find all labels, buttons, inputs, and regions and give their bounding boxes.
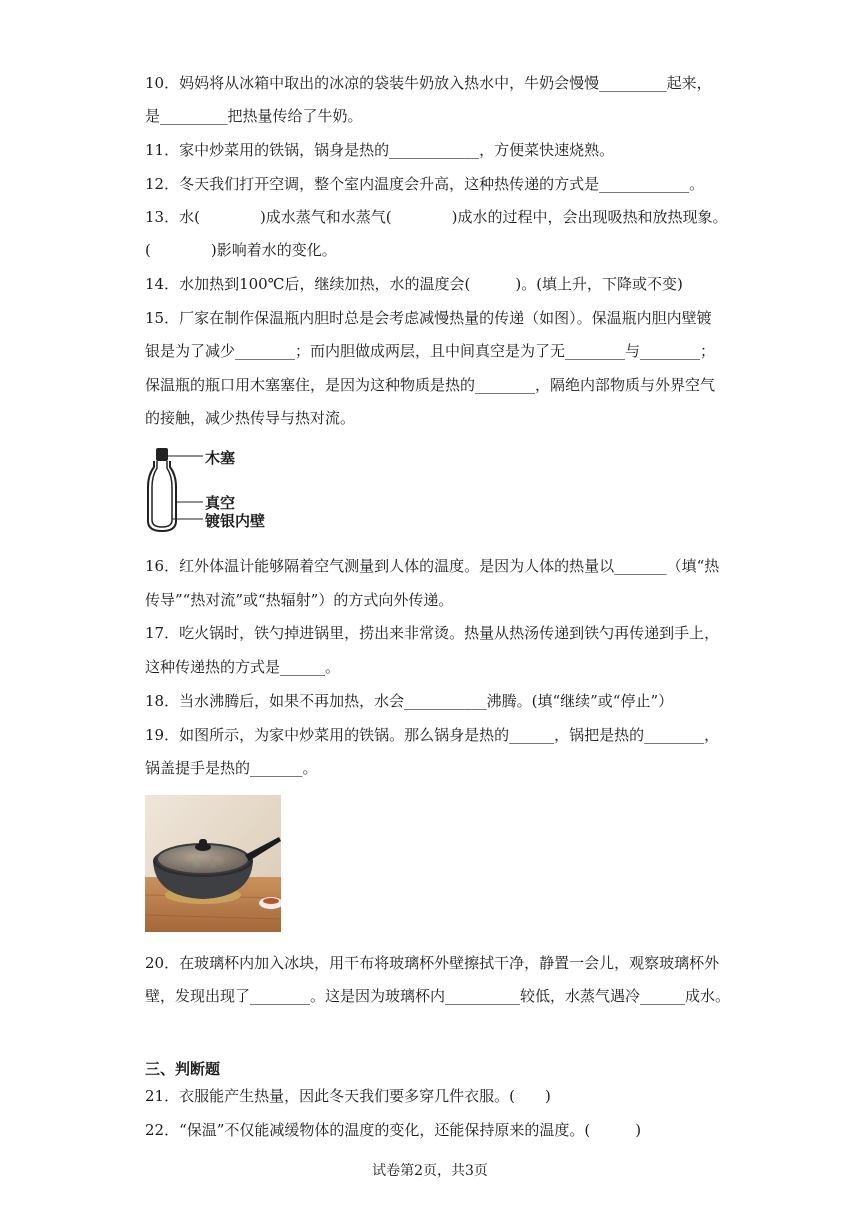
question-16-line1: 16．红外体温计能够隔着空气测量到人体的温度。是因为人体的热量以_______（填“热 [145, 557, 720, 575]
question-16-line2: 传导”“热对流”或“热辐射”）的方式向外传递。 [145, 591, 454, 609]
question-18: 18．当水沸腾后，如果不再加热，水会___________沸腾。(填“继续”或“停止”） [145, 692, 674, 710]
question-13-line2: ( )影响着水的变化。 [145, 241, 337, 259]
question-10-line1: 10．妈妈将从冰箱中取出的冰凉的袋装牛奶放入热水中，牛奶会慢慢_________起来， [145, 74, 712, 92]
question-11: 11．家中炒菜用的铁锅，锅身是热的____________，方便菜快速烧熟。 [145, 141, 615, 159]
question-14: 14．水加热到100℃后，继续加热，水的温度会( )。(填上升，下降或不变) [145, 275, 683, 293]
thermos-diagram [145, 445, 285, 540]
question-15-line2: 银是为了减少________；而内胆做成两层，且中间真空是为了无________与________； [145, 342, 716, 360]
question-15-line4: 的接触，减少热传导与热对流。 [145, 409, 356, 427]
wok-illustration [145, 795, 281, 932]
question-20-line2: 壁，发现出现了________。这是因为玻璃杯内__________较低，水蒸气遇冷______成水。 [145, 987, 731, 1005]
question-20-line1: 20．在玻璃杯内加入冰块，用干布将玻璃杯外壁擦拭干净，静置一会儿，观察玻璃杯外 [145, 954, 720, 972]
question-22: 22．“保温”不仅能减缓物体的温度的变化，还能保持原来的温度。( ) [145, 1121, 642, 1139]
page-footer: 试卷第2页，共3页 [372, 1163, 488, 1179]
section-heading-judgment: 三、判断题 [145, 1060, 221, 1078]
question-19-line1: 19．如图所示，为家中炒菜用的铁锅。那么锅身是热的______，锅把是热的________， [145, 726, 720, 744]
question-17-line2: 这种传递热的方式是______。 [145, 658, 341, 676]
cork-shape [156, 448, 168, 461]
question-13-line1: 13．水( )成水蒸气和水蒸气( )成水的过程中，会出现吸热和放热现象。 [145, 208, 728, 226]
inner-wall-shape [152, 461, 172, 527]
label-vacuum: 真空 [205, 494, 236, 512]
question-10-line2: 是_________把热量传给了牛奶。 [145, 107, 363, 125]
question-15-line3: 保温瓶的瓶口用木塞塞住，是因为这种物质是热的________，隔绝内部物质与外界空气 [145, 376, 716, 394]
wok-photo [145, 795, 281, 932]
question-15-line1: 15．厂家在制作保温瓶内胆时总是会考虑减慢热量的传递（如图）。保温瓶内胆内壁镀 [145, 309, 712, 327]
question-17-line1: 17．吃火锅时，铁勺掉进锅里，捞出来非常烫。热量从热汤传递到铁勺再传递到手上， [145, 624, 720, 642]
question-12: 12．冬天我们打开空调，整个室内温度会升高，这种热传递的方式是____________。 [145, 175, 705, 193]
label-cork: 木塞 [205, 449, 236, 467]
question-21: 21．衣服能产生热量，因此冬天我们要多穿几件衣服。( ) [145, 1087, 551, 1105]
question-19-line2: 锅盖提手是热的_______。 [145, 759, 318, 777]
label-silver-wall: 镀银内壁 [205, 512, 266, 530]
